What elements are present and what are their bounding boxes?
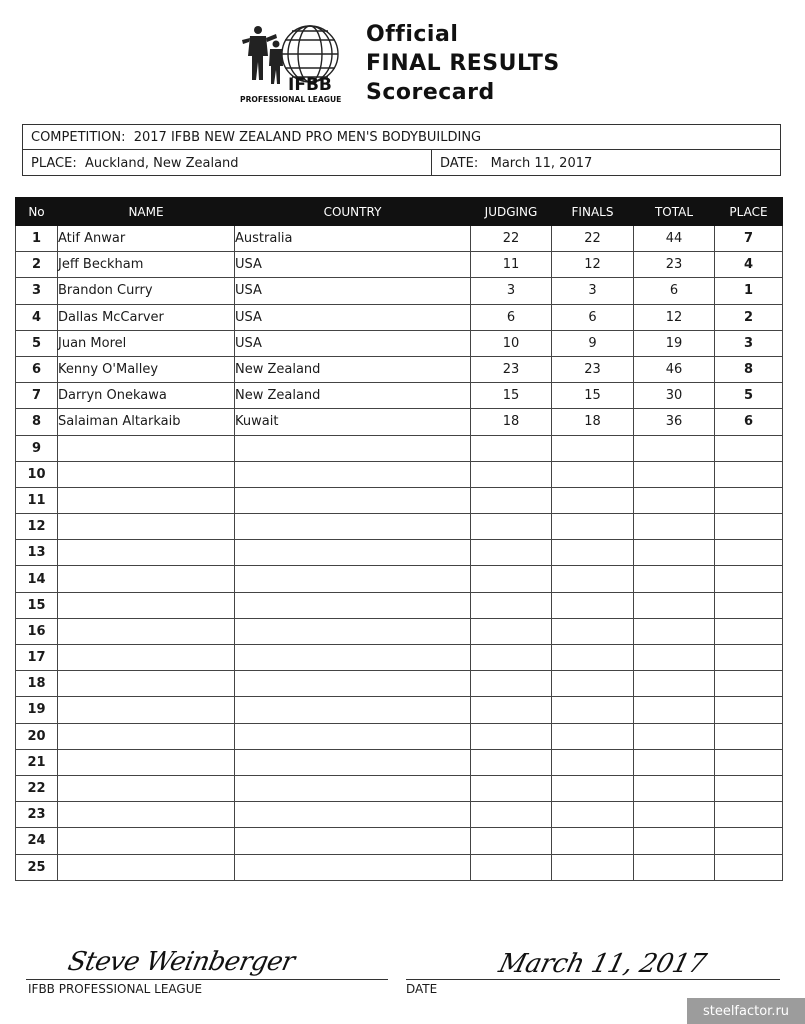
cell-finals	[552, 618, 634, 644]
cell-country	[235, 802, 471, 828]
cell-judging	[471, 592, 552, 618]
cell-place: 8	[715, 356, 783, 382]
cell-name	[58, 645, 235, 671]
cell-country: USA	[235, 304, 471, 330]
logo-text: IFBB	[288, 75, 332, 95]
title-line-official: Official	[366, 22, 459, 47]
cell-place	[715, 802, 783, 828]
table-row	[16, 828, 783, 854]
cell-name	[58, 487, 235, 513]
date-line-label: DATE	[406, 982, 438, 996]
cell-name: Dallas McCarver	[58, 304, 235, 330]
table-row	[16, 723, 783, 749]
cell-finals: 23	[552, 356, 634, 382]
cell-country	[235, 775, 471, 801]
cell-country	[235, 828, 471, 854]
cell-name	[58, 618, 235, 644]
cell-name	[58, 671, 235, 697]
cell-total	[634, 592, 715, 618]
date-line	[406, 979, 780, 980]
competition-label: COMPETITION:	[31, 129, 126, 145]
cell-country	[235, 566, 471, 592]
cell-judging	[471, 487, 552, 513]
cell-name: Juan Morel	[58, 330, 235, 356]
cell-finals: 15	[552, 383, 634, 409]
cell-country	[235, 697, 471, 723]
cell-finals: 18	[552, 409, 634, 435]
cell-name	[58, 802, 235, 828]
cell-finals	[552, 749, 634, 775]
cell-name: Jeff Beckham	[58, 252, 235, 278]
place-value: Auckland, New Zealand	[84, 155, 239, 171]
table-row	[16, 775, 783, 801]
cell-total	[634, 487, 715, 513]
cell-place	[715, 645, 783, 671]
cell-place: 1	[715, 278, 783, 304]
cell-country: Australia	[235, 226, 471, 252]
cell-finals	[552, 435, 634, 461]
cell-no: 17	[16, 645, 58, 671]
cell-judging	[471, 461, 552, 487]
cell-judging	[471, 540, 552, 566]
cell-judging	[471, 828, 552, 854]
cell-total	[634, 697, 715, 723]
cell-place: 7	[715, 226, 783, 252]
cell-total	[634, 723, 715, 749]
table-row	[16, 697, 783, 723]
competition-value: 2017 IFBB NEW ZEALAND PRO MEN'S BODYBUILDING	[133, 129, 482, 145]
cell-name	[58, 723, 235, 749]
cell-no: 11	[16, 487, 58, 513]
cell-judging: 10	[471, 330, 552, 356]
cell-judging	[471, 671, 552, 697]
cell-total	[634, 461, 715, 487]
cell-judging	[471, 775, 552, 801]
place-date-row	[23, 150, 780, 176]
cell-finals	[552, 566, 634, 592]
title-line-final-results: FINAL RESULTS	[366, 51, 560, 76]
cell-judging: 3	[471, 278, 552, 304]
cell-place	[715, 487, 783, 513]
cell-total: 12	[634, 304, 715, 330]
signature-image	[65, 936, 310, 984]
date-value: March 11, 2017	[490, 155, 593, 171]
cell-judging	[471, 645, 552, 671]
cell-name	[58, 775, 235, 801]
cell-name	[58, 514, 235, 540]
signature-text: Steve Weinberger	[65, 947, 298, 977]
cell-no: 2	[16, 252, 58, 278]
cell-name	[58, 854, 235, 881]
cell-place	[715, 749, 783, 775]
cell-name: Kenny O'Malley	[58, 356, 235, 382]
cell-no: 21	[16, 749, 58, 775]
table-row	[16, 514, 783, 540]
cell-country	[235, 514, 471, 540]
cell-total: 46	[634, 356, 715, 382]
table-row	[16, 618, 783, 644]
table-row	[16, 383, 783, 409]
cell-finals: 9	[552, 330, 634, 356]
cell-name	[58, 592, 235, 618]
cell-judging	[471, 723, 552, 749]
col-header-judging: JUDGING	[471, 198, 552, 226]
table-row	[16, 566, 783, 592]
table-row	[16, 540, 783, 566]
cell-name	[58, 828, 235, 854]
cell-judging: 11	[471, 252, 552, 278]
cell-judging	[471, 435, 552, 461]
handwritten-date-text: March 11, 2017	[495, 948, 710, 979]
cell-country: Kuwait	[235, 409, 471, 435]
cell-country: USA	[235, 252, 471, 278]
cell-judging: 6	[471, 304, 552, 330]
cell-country	[235, 854, 471, 881]
table-row	[16, 278, 783, 304]
cell-total	[634, 645, 715, 671]
cell-total	[634, 671, 715, 697]
cell-name	[58, 435, 235, 461]
cell-country	[235, 592, 471, 618]
cell-total	[634, 854, 715, 881]
cell-judging	[471, 514, 552, 540]
cell-name: Atif Anwar	[58, 226, 235, 252]
cell-finals	[552, 461, 634, 487]
cell-name	[58, 540, 235, 566]
ifbb-logo	[236, 22, 362, 106]
cell-finals: 22	[552, 226, 634, 252]
cell-finals	[552, 775, 634, 801]
cell-no: 16	[16, 618, 58, 644]
cell-country	[235, 618, 471, 644]
cell-country	[235, 461, 471, 487]
handwritten-date-image	[495, 938, 720, 994]
cell-total	[634, 618, 715, 644]
cell-total: 44	[634, 226, 715, 252]
signature-label: IFBB PROFESSIONAL LEAGUE	[28, 982, 203, 996]
scorecard-title	[366, 20, 560, 107]
table-header-row	[16, 198, 783, 226]
table-row	[16, 749, 783, 775]
cell-place	[715, 854, 783, 881]
cell-place	[715, 828, 783, 854]
cell-place	[715, 592, 783, 618]
cell-place: 5	[715, 383, 783, 409]
cell-no: 10	[16, 461, 58, 487]
cell-total: 36	[634, 409, 715, 435]
cell-place	[715, 435, 783, 461]
cell-country	[235, 723, 471, 749]
cell-total	[634, 514, 715, 540]
signature-line	[26, 979, 388, 980]
cell-name	[58, 461, 235, 487]
cell-no: 23	[16, 802, 58, 828]
cell-place: 3	[715, 330, 783, 356]
cell-name	[58, 749, 235, 775]
place-label: PLACE:	[31, 155, 77, 171]
cell-finals	[552, 802, 634, 828]
cell-finals	[552, 592, 634, 618]
cell-no: 25	[16, 854, 58, 881]
cell-judging: 22	[471, 226, 552, 252]
cell-finals	[552, 854, 634, 881]
cell-place	[715, 514, 783, 540]
cell-no: 24	[16, 828, 58, 854]
cell-no: 6	[16, 356, 58, 382]
cell-finals	[552, 697, 634, 723]
cell-judging: 18	[471, 409, 552, 435]
results-table	[15, 197, 783, 881]
cell-total: 30	[634, 383, 715, 409]
competition-info-box	[22, 124, 781, 176]
cell-no: 20	[16, 723, 58, 749]
cell-no: 15	[16, 592, 58, 618]
cell-total	[634, 802, 715, 828]
cell-judging	[471, 854, 552, 881]
cell-finals: 6	[552, 304, 634, 330]
cell-country: USA	[235, 278, 471, 304]
cell-place: 4	[715, 252, 783, 278]
cell-no: 7	[16, 383, 58, 409]
cell-finals	[552, 487, 634, 513]
col-header-total: TOTAL	[634, 198, 715, 226]
cell-country: USA	[235, 330, 471, 356]
cell-place: 2	[715, 304, 783, 330]
table-row	[16, 671, 783, 697]
cell-total	[634, 749, 715, 775]
cell-no: 12	[16, 514, 58, 540]
table-row	[16, 854, 783, 881]
logo-subtext: PROFESSIONAL LEAGUE	[240, 95, 342, 104]
cell-judging	[471, 749, 552, 775]
table-row	[16, 226, 783, 252]
cell-finals	[552, 514, 634, 540]
col-header-finals: FINALS	[552, 198, 634, 226]
cell-no: 9	[16, 435, 58, 461]
table-row	[16, 461, 783, 487]
cell-country	[235, 435, 471, 461]
col-header-place: PLACE	[715, 198, 783, 226]
col-header-country: COUNTRY	[235, 198, 471, 226]
cell-finals: 12	[552, 252, 634, 278]
cell-no: 8	[16, 409, 58, 435]
cell-finals	[552, 828, 634, 854]
cell-name	[58, 697, 235, 723]
cell-name: Salaiman Altarkaib	[58, 409, 235, 435]
cell-place	[715, 540, 783, 566]
col-header-no: No	[16, 198, 58, 226]
cell-no: 14	[16, 566, 58, 592]
cell-total	[634, 566, 715, 592]
cell-no: 4	[16, 304, 58, 330]
cell-place	[715, 461, 783, 487]
cell-place	[715, 775, 783, 801]
cell-total	[634, 435, 715, 461]
cell-total	[634, 828, 715, 854]
cell-country	[235, 487, 471, 513]
table-row	[16, 304, 783, 330]
table-row	[16, 252, 783, 278]
table-row	[16, 802, 783, 828]
cell-finals	[552, 671, 634, 697]
table-row	[16, 409, 783, 435]
cell-judging	[471, 618, 552, 644]
cell-name: Darryn Onekawa	[58, 383, 235, 409]
cell-place: 6	[715, 409, 783, 435]
cell-country	[235, 645, 471, 671]
cell-no: 3	[16, 278, 58, 304]
cell-country: New Zealand	[235, 356, 471, 382]
title-line-scorecard: Scorecard	[366, 80, 495, 105]
watermark: steelfactor.ru	[687, 998, 805, 1024]
cell-total	[634, 540, 715, 566]
cell-no: 22	[16, 775, 58, 801]
cell-name: Brandon Curry	[58, 278, 235, 304]
table-row	[16, 487, 783, 513]
cell-finals	[552, 723, 634, 749]
table-row	[16, 645, 783, 671]
cell-judging: 23	[471, 356, 552, 382]
athletes-icon	[242, 26, 283, 84]
table-row	[16, 592, 783, 618]
col-header-name: NAME	[58, 198, 235, 226]
cell-place	[715, 618, 783, 644]
cell-place	[715, 566, 783, 592]
cell-no: 18	[16, 671, 58, 697]
cell-country	[235, 749, 471, 775]
globe-icon	[282, 26, 338, 82]
cell-country	[235, 671, 471, 697]
cell-judging	[471, 697, 552, 723]
cell-name	[58, 566, 235, 592]
cell-place	[715, 671, 783, 697]
cell-no: 1	[16, 226, 58, 252]
cell-place	[715, 697, 783, 723]
table-row	[16, 330, 783, 356]
cell-finals	[552, 540, 634, 566]
cell-no: 19	[16, 697, 58, 723]
cell-judging: 15	[471, 383, 552, 409]
cell-no: 5	[16, 330, 58, 356]
table-row	[16, 435, 783, 461]
competition-row	[23, 125, 780, 150]
cell-place	[715, 723, 783, 749]
cell-total: 23	[634, 252, 715, 278]
date-label: DATE:	[440, 155, 479, 171]
cell-total: 19	[634, 330, 715, 356]
cell-total: 6	[634, 278, 715, 304]
cell-no: 13	[16, 540, 58, 566]
cell-country: New Zealand	[235, 383, 471, 409]
cell-finals: 3	[552, 278, 634, 304]
cell-judging	[471, 566, 552, 592]
cell-country	[235, 540, 471, 566]
cell-judging	[471, 802, 552, 828]
cell-finals	[552, 645, 634, 671]
table-row	[16, 356, 783, 382]
cell-total	[634, 775, 715, 801]
